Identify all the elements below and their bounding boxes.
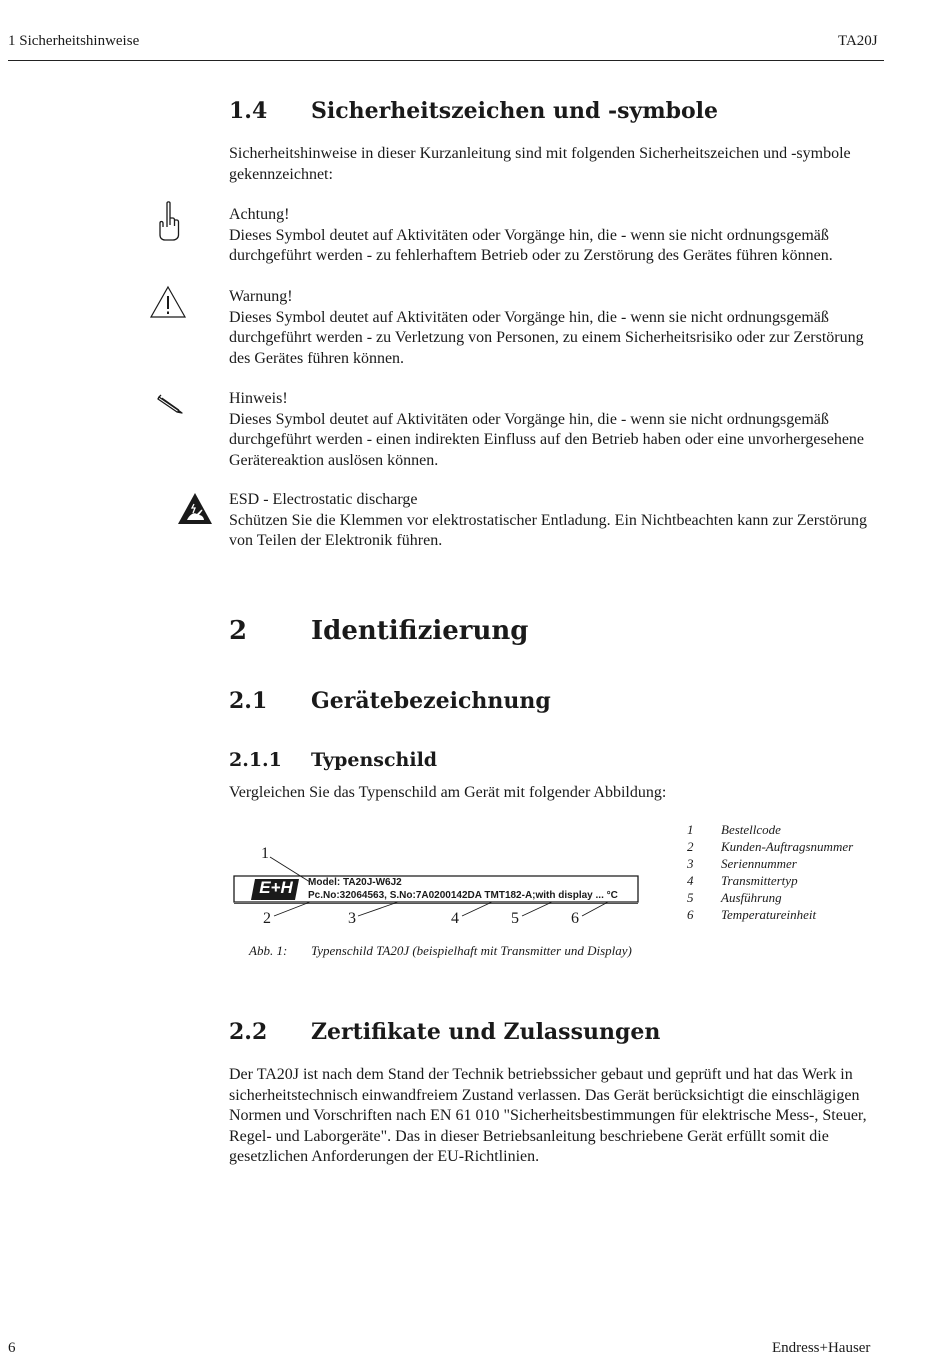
figure-label: Abb. 1: [249, 943, 288, 958]
symbol-warnung [229, 287, 884, 369]
symbol-hinweis-text: Dieses Symbol deutet auf Aktivitäten oder Vorgänge hin, die - wenn sie nicht ordnungsgemäß durchgeführt werden - einen indirekten Einfluss auf den Betrieb haben oder eine unvorhergesehene Gerätereaktion auslösen können. [229, 410, 865, 469]
section-1-4-title: Sicherheitszeichen und -symbole [311, 98, 719, 124]
pencil-note-icon [156, 393, 184, 420]
header-rule [8, 60, 884, 61]
symbol-warnung-text: Dieses Symbol deutet auf Aktivitäten oder Vorgänge hin, die - wenn sie nicht ordnungsgemäß durchgeführt werden - zu Verletzung von Personen, zu einem Sicherheitsrisiko oder zur Zerstörung des Gerätes führen können. [229, 308, 864, 367]
section-2-number: 2 [229, 616, 248, 646]
symbol-esd-text: Schützen Sie die Klemmen vor elektrostatischer Entladung. Ein Nichtbeachten kann zur Zerstörung von Teilen der Elektronik führen. [229, 511, 868, 549]
warning-triangle-icon [149, 285, 187, 324]
section-2-2-text: Der TA20J ist nach dem Stand der Technik betriebssicher gebaut und geprüft und hat das Werk in sicherheitstechnisch einwandfreiem Zustand verlassen. Das Gerät berücksichtigt die einschlägigen Normen und Vorschriften nach EN 61 010 "Sicherheitsbestimmungen für elektrische Mess-, Steuer, Regel- und Laborgeräte". Das in dieser Betriebsanleitung beschriebene Gerät erfüllt somit die gesetzlichen Anforderungen der EU-Richtlinien. [229, 1066, 867, 1165]
header-product: TA20J [838, 33, 878, 49]
callout-4: 4 [451, 910, 459, 927]
section-1-4-intro: Sicherheitshinweise in dieser Kurzanleitung sind mit folgenden Sicherheitszeichen und -symbole gekennzeichnet: [229, 145, 851, 183]
section-2-2-number: 2.2 [229, 1019, 268, 1045]
symbol-achtung-text: Dieses Symbol deutet auf Aktivitäten oder Vorgänge hin, die - wenn sie nicht ordnungsgemäß durchgeführt werden - zu fehlerhaftem Betrieb oder zu Zerstörung des Gerätes führen können. [229, 226, 833, 264]
section-2-1-1-title: Typenschild [311, 749, 438, 771]
symbol-hinweis [229, 389, 884, 471]
callout-1: 1 [261, 845, 269, 862]
nameplate-line-1: Model: TA20J-W6J2 [308, 877, 402, 888]
footer-page-number: 6 [8, 1340, 16, 1356]
footer-brand: Endress+Hauser [772, 1340, 871, 1356]
nameplate-figure [230, 842, 642, 932]
nameplate-line-2: Pc.No:32064563, S.No:7A0200142DA TMT182-A;with display ... °C [308, 890, 618, 901]
symbol-esd [229, 490, 884, 552]
section-2-1-title: Gerätebezeichnung [311, 688, 551, 714]
symbol-achtung-title: Achtung! [229, 206, 290, 223]
eh-logo: E+H [259, 878, 293, 897]
callout-6: 6 [571, 910, 579, 927]
header-section: 1 Sicherheitshinweise [8, 33, 140, 49]
symbol-achtung [229, 205, 884, 267]
section-2-1-number: 2.1 [229, 688, 268, 714]
section-1-4-number: 1.4 [229, 98, 268, 124]
callout-5: 5 [511, 910, 519, 927]
figure-caption: Typenschild TA20J (beispielhaft mit Transmitter und Display) [311, 943, 632, 958]
callout-2: 2 [263, 910, 271, 927]
symbol-esd-title: ESD - Electrostatic discharge [229, 491, 418, 508]
symbol-warnung-title: Warnung! [229, 288, 293, 305]
nameplate-legend: 1 Bestellcode 2 Kunden-Auftragsnummer 3 Seriennummer 4 Transmittertyp 5 Ausführung 6 Temperatureinheit [687, 822, 854, 922]
section-2-1-1-number: 2.1.1 [229, 749, 282, 771]
section-2-1-1-intro: Vergleichen Sie das Typenschild am Gerät mit folgender Abbildung: [229, 784, 667, 801]
section-2-title: Identifizierung [311, 616, 529, 646]
pointing-hand-icon [156, 201, 182, 246]
callout-3: 3 [348, 910, 356, 927]
symbol-hinweis-title: Hinweis! [229, 390, 288, 407]
esd-triangle-icon [177, 492, 213, 530]
section-2-2-title: Zertifikate und Zulassungen [311, 1019, 661, 1045]
